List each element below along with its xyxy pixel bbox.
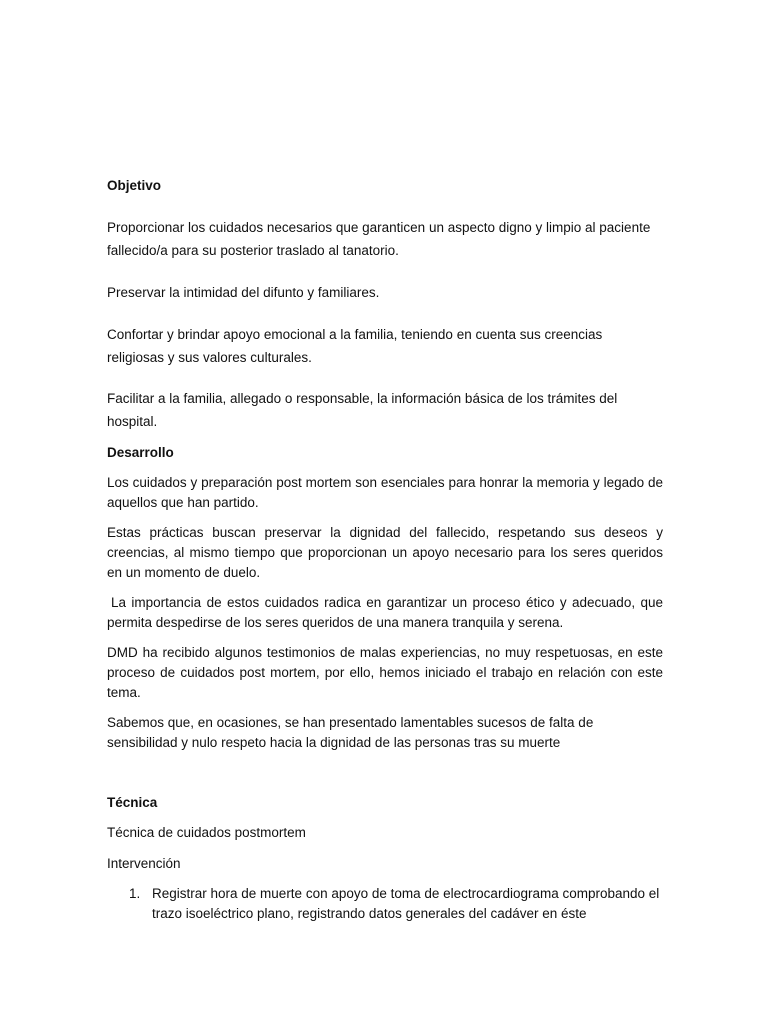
desarrollo-heading: Desarrollo bbox=[107, 445, 174, 460]
step-number: 1. bbox=[129, 886, 141, 901]
tecnica-heading: Técnica bbox=[107, 795, 158, 810]
objetivo-paragraph: Confortar y brindar apoyo emocional a la familia, teniendo en cuenta sus creencias religiosas y sus valores culturales. bbox=[107, 327, 603, 365]
desarrollo-paragraph: Estas prácticas buscan preservar la dignidad del fallecido, respetando sus deseos y creencias, al mismo tiempo que proporcionan un apoyo necesario para los seres queridos en un momento de duelo. bbox=[107, 525, 663, 580]
list-item bbox=[107, 884, 663, 924]
intervention-steps-list bbox=[107, 884, 663, 924]
step-text: Registrar hora de muerte con apoyo de toma de electrocardiograma comprobando el trazo isoeléctrico plano, registrando datos generales del cadáver en éste bbox=[152, 886, 660, 921]
desarrollo-paragraph: La importancia de estos cuidados radica en garantizar un proceso ético y adecuado, que permita despedirse de los seres queridos de una manera tranquila y serena. bbox=[107, 595, 663, 630]
tecnica-subtitle: Técnica de cuidados postmortem bbox=[107, 825, 306, 840]
objetivo-paragraph: Proporcionar los cuidados necesarios que garanticen un aspecto digno y limpio al paciente fallecido/a para su posterior traslado al tanatorio. bbox=[107, 220, 651, 258]
objetivo-paragraph: Preservar la intimidad del difunto y familiares. bbox=[107, 285, 380, 300]
objetivo-paragraph: Facilitar a la familia, allegado o responsable, la información básica de los trámites del hospital. bbox=[107, 391, 618, 429]
desarrollo-paragraph: DMD ha recibido algunos testimonios de malas experiencias, no muy respetuosas, en este proceso de cuidados post mortem, por ello, hemos iniciado el trabajo en relación con este tema. bbox=[107, 645, 663, 700]
intervention-label: Intervención bbox=[107, 856, 181, 871]
desarrollo-paragraph: Los cuidados y preparación post mortem son esenciales para honrar la memoria y legado de aquellos que han partido. bbox=[107, 475, 663, 510]
desarrollo-paragraph: Sabemos que, en ocasiones, se han presentado lamentables sucesos de falta de sensibilidad y nulo respeto hacia la dignidad de las personas tras su muerte bbox=[107, 715, 594, 750]
objetivo-heading: Objetivo bbox=[107, 178, 162, 193]
document-page bbox=[107, 176, 663, 924]
